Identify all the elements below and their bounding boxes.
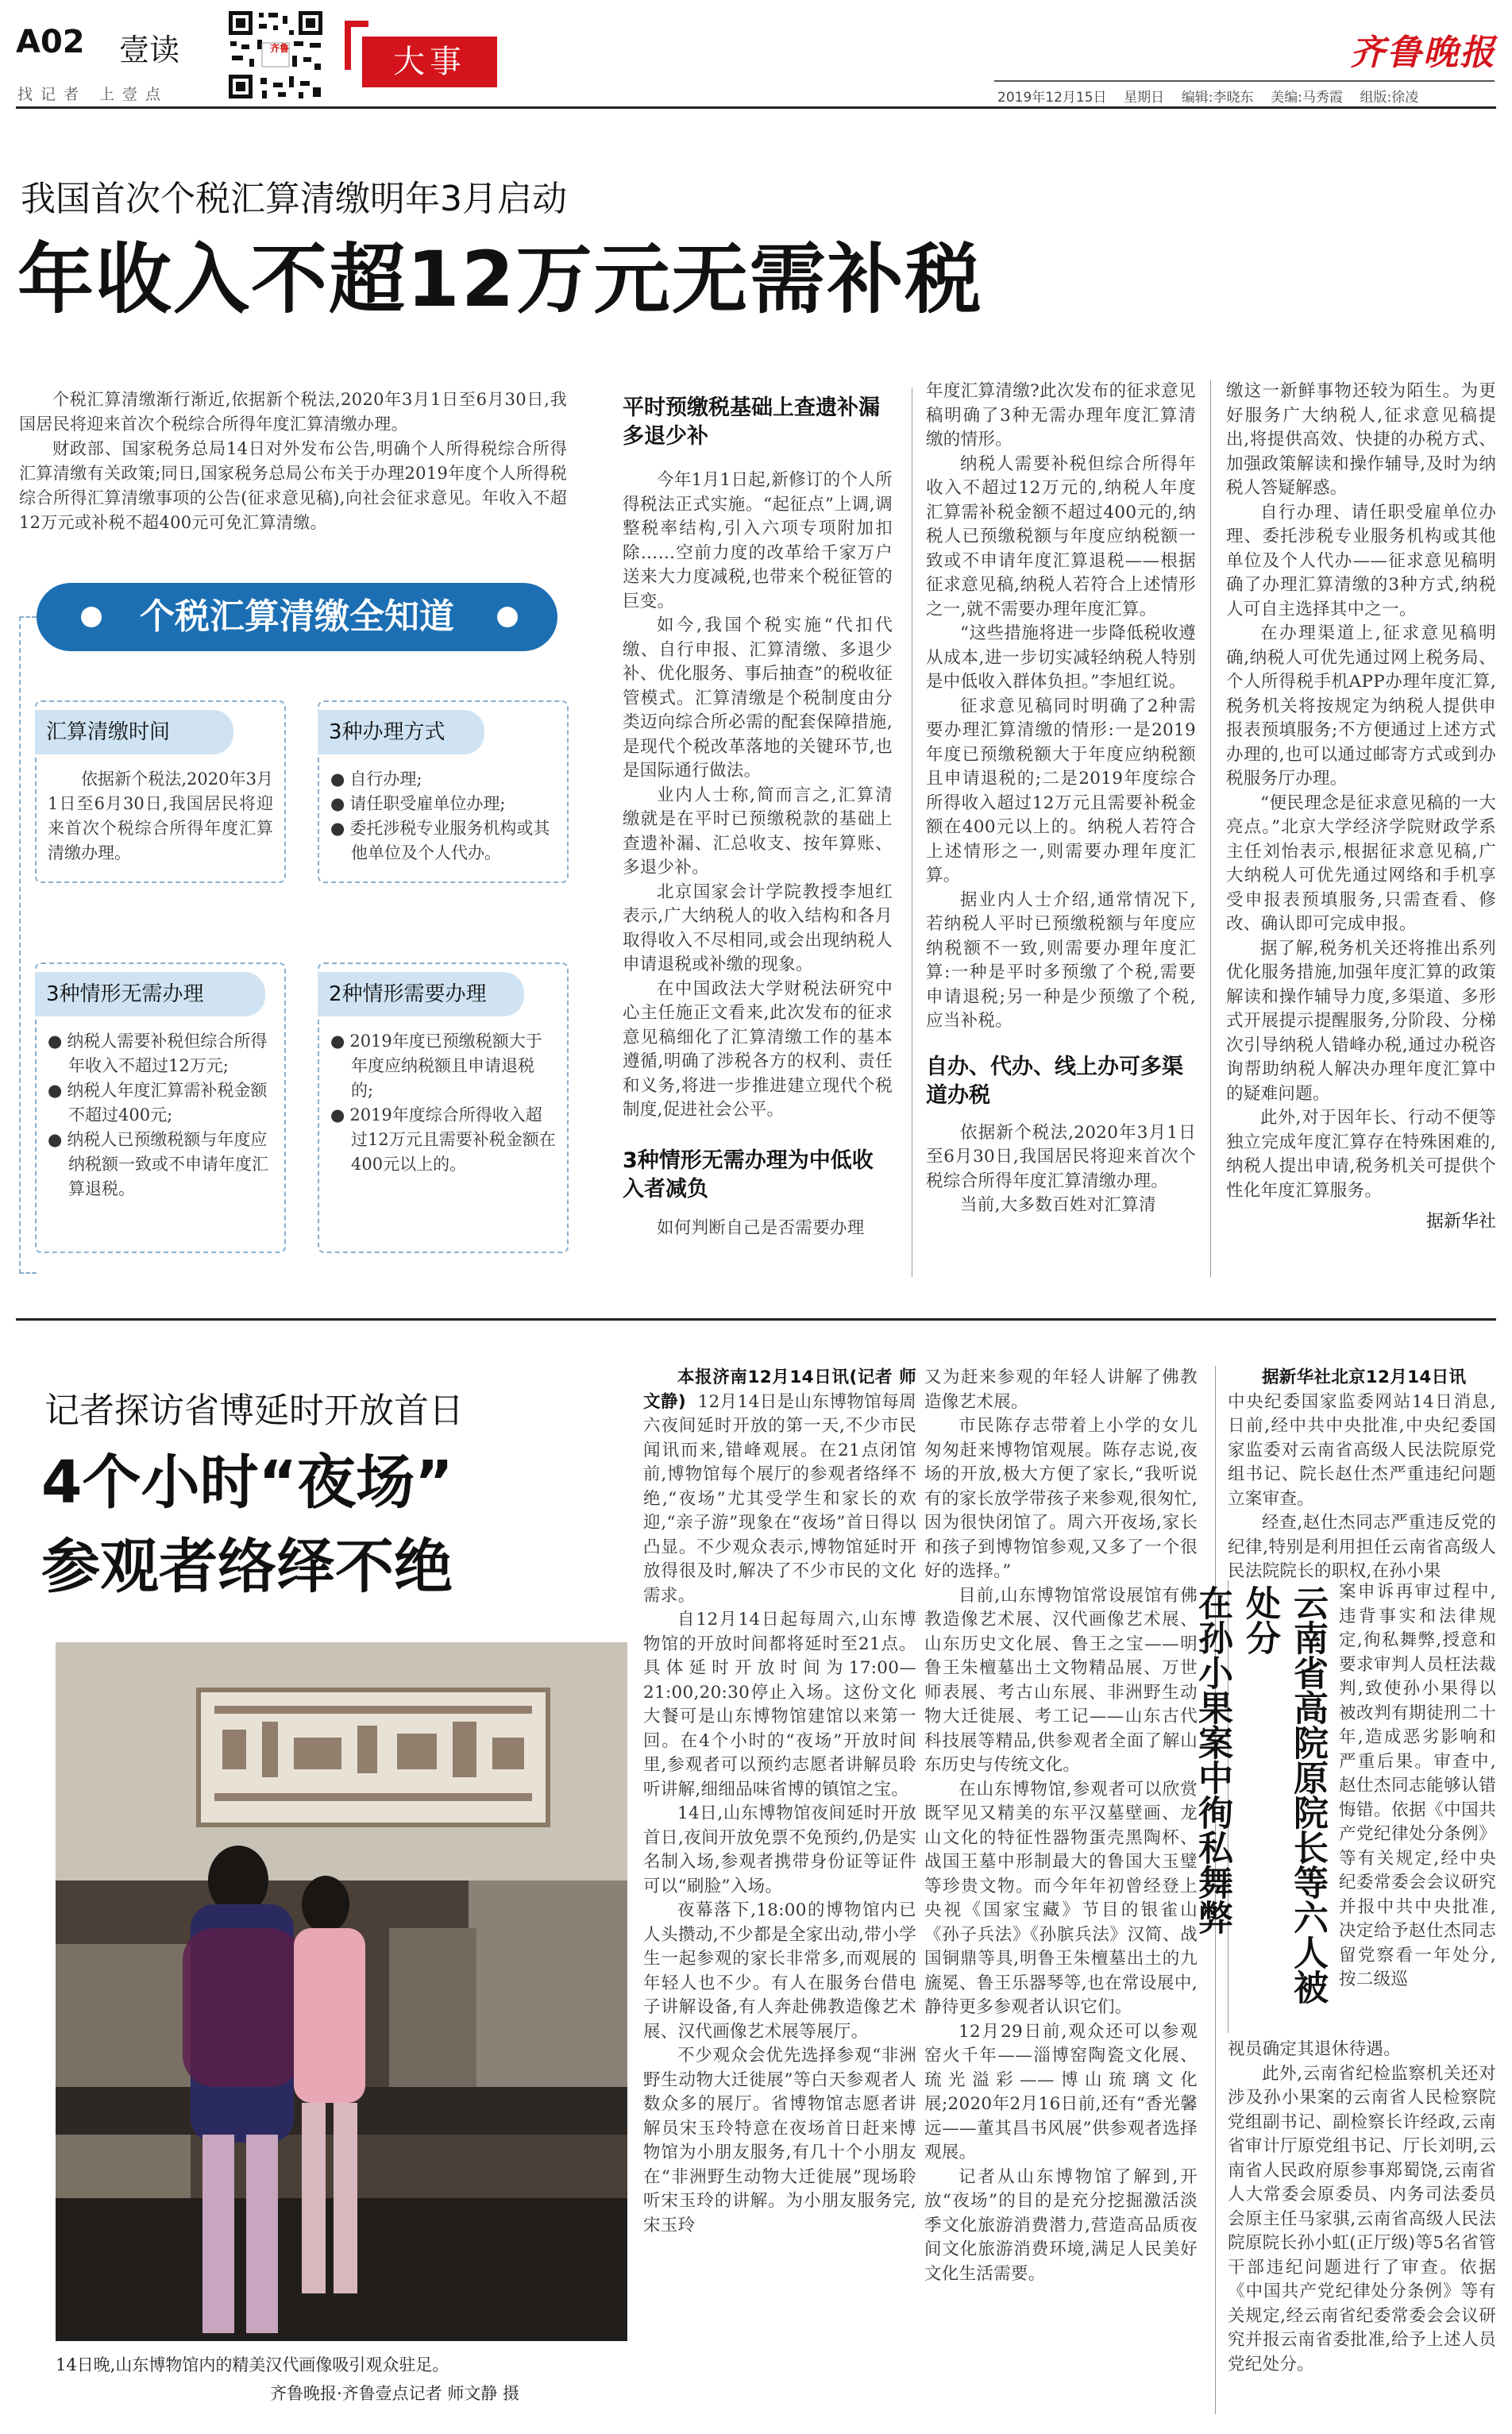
infobox-title: 个税汇算清缴全知道 xyxy=(140,596,454,637)
photo-credit: 齐鲁晚报·齐鲁壹点记者 师文静 摄 xyxy=(270,2384,520,2403)
paragraph: 在山东博物馆,参观者可以欣赏既罕见又精美的东平汉墓壁画、龙山文化的特征性器物蛋壳黑陶杯、战国王墓中形制最大的鲁国大玉璧等珍贵文物。而今年年初曾经登上央视《国家宝藏》节目的银雀山《孙子兵法》《孙膑兵法》汉简、战国铜鼎等具,明鲁王朱檀墓出土的九旒冕、鲁王乐器琴等,也在常设展中,静待更多参观者认识它们。 xyxy=(924,1779,1198,2017)
paragraph: 视员确定其退休待遇。 xyxy=(1228,2039,1402,2059)
section-divider xyxy=(16,1318,1496,1321)
info-list-item: ● 2019年度综合所得收入超过12万元且需要补税金额在400元以上的。 xyxy=(330,1103,556,1177)
info-list-item: ● 2019年度已预缴税额大于年度应纳税额且申请退税的; xyxy=(330,1029,556,1103)
header-rule xyxy=(994,80,1495,82)
paragraph: 据业内人士介绍,通常情况下,若纳税人平时已预缴税额与年度应纳税额不一致,则需要办理年度汇算:一种是平时多预缴了个税,需要申请退税;另一种是少预缴了个税,应当补税。 xyxy=(926,889,1196,1031)
paragraph: 自行办理、请任职受雇单位办理、委托涉税专业服务机构或其他单位及个人代办——征求意见稿明确了办理汇算清缴的3种方式,纳税人可自主选择其中之一。 xyxy=(1226,502,1496,619)
info-block-title: 2种情形需要办理 xyxy=(318,972,524,1016)
paragraph: 依据新个税法,2020年3月1日至6月30日,我国居民将迎来首次个税综合所得年度汇算清缴办理。 xyxy=(926,1122,1196,1191)
subheading: 平时预缴税基础上查遗补漏多退少补 xyxy=(623,395,880,449)
dateline: 本报济南12月14日讯(记者 师文静) xyxy=(643,1367,916,1412)
info-block-text: 依据新个税法,2020年3月1日至6月30日,我国居民将迎来首次个税综合所得年度汇算清缴办理。 xyxy=(48,770,273,862)
paragraph: 此外,云南省纪检监察机关还对涉及孙小果案的云南省人民检察院党组副书记、副检察长许经政,云南省审计厅原党组书记、厅长刘明,云南省人民政府原参事郑蜀饶,云南省人大常委会原委员、内务司法委员会原主任马家骐,云南省高级人民法院原院长孙小虹(正厅级)等5名省管干部违纪问题进行了审查。依据《中国共产党纪律处分条例》等有关规定,经云南省纪委常委会会议研究并报云南省委批准,给予上述人员党纪处分。 xyxy=(1228,2063,1496,2374)
photo-caption: 14日晚,山东博物馆内的精美汉代画像吸引观众驻足。 xyxy=(56,2355,449,2374)
story2-kicker: 记者探访省博延时开放首日 xyxy=(44,1391,464,1431)
header-divider xyxy=(16,106,1496,109)
paragraph: 目前,山东博物馆常设展馆有佛教造像艺术展、汉代画像艺术展、山东历史文化展、鲁王之宝——明鲁王朱檀墓出土文物精品展、万世师表展、考古山东展、非洲野生动物大迁徙展、考工记——山东古代科技展等精品,供参观者全面了解山东历史与传统文化。 xyxy=(924,1585,1198,1775)
story3-narrow-text: 案申诉再审过程中,违背事实和法律规定,徇私舞弊,授意和要求审判人员枉法裁判,致使孙小果得以被改判有期徒刑二十年,造成恶劣影响和严重后果。审查中,赵仕杰同志能够认错悔错。依据《中国共产党纪律处分条例》等有关规定,经中央纪委常委会会议研究并报中共中央批准,决定给予赵仕杰同志留党察看一年处分,按二级巡 xyxy=(1339,1582,1496,1989)
info-block-title: 汇算清缴时间 xyxy=(35,710,233,754)
paragraph: 业内人士称,简而言之,汇算清缴就是在平时已预缴税款的基础上查遗补漏、汇总收支、按年算账、多退少补。 xyxy=(623,785,893,878)
info-list-item: ● 自行办理; xyxy=(330,767,556,792)
column-rule xyxy=(1210,380,1211,1277)
paragraph: 北京国家会计学院教授李旭红表示,广大纳税人的收入结构和各月取得收入不尽相同,或会出现纳税人申请退税或补缴的现象。 xyxy=(623,881,893,974)
paragraph: 如今,我国个税实施“代扣代缴、自行申报、汇算清缴、多退少补、优化服务、事后抽查”的税收征管模式。汇算清缴是个税制度由分类迈向综合所必需的配套保障措施,是现代个税改革落地的关键环节,也是国际通行做法。 xyxy=(623,615,893,781)
paragraph: 缴这一新鲜事物还较为陌生。为更好服务广大纳税人,征求意见稿提出,将提供高效、快捷的办税方式、加强政策解读和操作辅导,及时为纳税人答疑解惑。 xyxy=(1226,381,1496,498)
museum-photo xyxy=(56,1642,627,2341)
story1-column-4 xyxy=(1226,380,1496,1277)
paragraph: 12月29日前,观众还可以参观窑火千年——淄博窑陶瓷文化展、琉光溢彩——博山琉璃文化展;2020年2月16日前,还有“香光馨远——董其昌书风展”供参观者选择观展。 xyxy=(924,2021,1198,2162)
slogan: 找记者 上壹点 xyxy=(17,86,169,103)
paragraph: 12月14日是山东博物馆每周六夜间延时开放的第一天,不少市民闻讯而来,错峰观展。在21点闭馆前,博物馆每个展厅的参观者络绎不绝,“夜场”尤其受学生和家长的欢迎,“亲子游”现象在“夜场”首日得以凸显。不少观众表示,博物馆延时开放得很及时,解决了不少市民的文化需求。 xyxy=(643,1391,916,1606)
dateline: 据新华社北京12月14日讯 xyxy=(1262,1367,1467,1387)
story1-headline: 年收入不超12万元无需补税 xyxy=(17,235,983,324)
story1-column-3 xyxy=(926,380,1196,1277)
issue-weekday: 星期日 xyxy=(1124,90,1165,106)
paragraph: 市民陈存志带着上小学的女儿匆匆赶来博物馆观展。陈存志说,夜场的开放,极大方便了家长,“我听说有的家长放学带孩子来参观,很匆忙,因为很快闭馆了。周六开夜场,家长和孩子到博物馆参观,又多了一个很好的选择。” xyxy=(924,1416,1198,1581)
paragraph: 中央纪委国家监委网站14日消息,日前,经中共中央批准,中央纪委国家监委对云南省高级人民法院原党组书记、院长赵仕杰严重违纪问题立案审查。 xyxy=(1228,1391,1496,1509)
paragraph: 如何判断自己是否需要办理 xyxy=(657,1217,865,1238)
paragraph: “便民理念是征求意见稿的一大亮点。”北京大学经济学院财政学系主任刘怡表示,根据征求意见稿,广大纳税人可优先通过网络和手机享受申报表预填服务,只需查看、修改、确认即可完成申报。 xyxy=(1226,793,1496,934)
info-block-title: 3种办理方式 xyxy=(318,710,484,754)
editor-credit: 编辑:李晓东 xyxy=(1181,90,1254,106)
tag-bracket xyxy=(345,21,351,70)
tag-bracket-top xyxy=(345,21,368,27)
header-meta xyxy=(997,86,1418,106)
infobox-frame xyxy=(19,616,37,1274)
infobox xyxy=(19,583,583,1274)
info-list-item: ● 纳税人需要补税但综合所得年收入不超过12万元; xyxy=(48,1029,273,1078)
paragraph: 14日,山东博物馆夜间延时开放首日,夜间开放免票不免预约,仍是实名制入场,参观者携带身份证等证件可以“刷脸”入场。 xyxy=(643,1803,916,1896)
column-tag: 大事 xyxy=(362,37,497,87)
layout-editor-credit: 组版:徐凌 xyxy=(1360,90,1419,106)
paragraph: 在办理渠道上,征求意见稿明确,纳税人可优先通过网上税务局、个人所得税手机APP办理年度汇算,税务机关将按规定为纳税人提供申报表预填服务;不方便通过上述方式办理的,也可以通过邮寄方式或到办税服务厅办理。 xyxy=(1226,623,1496,789)
paragraph: 自12月14日起每周六,山东博物馆的开放时间都将延时至21点。具体延时开放时间为17:00—21:00,20:30停止入场。这份文化大餐可是山东博物馆建馆以来第一回。在4个小时的“夜场”开放时间里,参观者可以预约志愿者讲解员聆听讲解,细细品味省博的镇馆之宝。 xyxy=(643,1610,916,1799)
section-name: 壹读 xyxy=(119,33,180,68)
paragraph: 据了解,税务机关还将推出系列优化服务措施,加强年度汇算的政策解读和操作辅导力度,多渠道、多形式开展提示提醒服务,分阶段、分梯次引导纳税人错峰办税,通过办税咨询帮助纳税人解决办理年度汇算中的疑难问题。 xyxy=(1226,938,1496,1104)
info-list-item: ● 纳税人已预缴税额与年度应纳税额一致或不申请年度汇算退税。 xyxy=(48,1128,273,1202)
story2-headline-line2: 参观者络绎不绝 xyxy=(41,1533,453,1601)
paragraph: 年度汇算清缴?此次发布的征求意见稿明确了3种无需办理年度汇算清缴的情形。 xyxy=(926,381,1196,449)
paragraph: 此外,对于因年长、行动不便等独立完成年度汇算存在特殊困难的,纳税人提出申请,税务机关可提供个性化年度汇算服务。 xyxy=(1226,1108,1496,1201)
paragraph: 夜幕落下,18:00的博物馆内已人头攒动,不少都是全家出动,带小学生一起参观的家长非常多,而观展的年轻人也不少。有人在服务台借电子讲解设备,有人奔赴佛教造像艺术展、汉代画像艺术展等展厅。 xyxy=(643,1900,916,2042)
paragraph: 又为赶来参观的年轻人讲解了佛教造像艺术展。 xyxy=(924,1367,1198,1412)
paragraph: 当前,大多数百姓对汇算清 xyxy=(960,1195,1156,1215)
story3-headline xyxy=(1192,1585,1331,2030)
story3-headline-line1: 云南省高院原院长等六人被处分 xyxy=(1240,1585,1328,2004)
info-block-title: 3种情形无需办理 xyxy=(35,972,265,1016)
story3 xyxy=(1192,1366,1496,2414)
paragraph: 记者从山东博物馆了解到,开放“夜场”的目的是充分挖掘激活淡季文化旅游消费潜力,营造高品质夜间文化旅游消费环境,满足人民美好文化生活需要。 xyxy=(924,2166,1198,2284)
subheading: 3种情形无需办理为中低收入者减负 xyxy=(623,1148,874,1202)
news-credit: 据新华社 xyxy=(1425,1212,1496,1232)
story3-headline-line2: 在孙小果案中徇私舞弊 xyxy=(1192,1585,1232,1934)
story2-column-1 xyxy=(643,1366,916,2414)
story1-lead xyxy=(19,388,567,535)
story2-headline-line1: 4个小时“夜场” xyxy=(41,1448,453,1517)
qr-code-icon[interactable] xyxy=(226,8,326,102)
paragraph: “这些措施将进一步降低税收遵从成本,进一步切实减轻纳税人特别是中低收入群体负担。”李旭红说。 xyxy=(926,623,1196,692)
lead-paragraph: 财政部、国家税务总局14日对外发布公告,明确个人所得税综合所得汇算清缴有关政策;同日,国家税务总局公布关于办理2019年度个人所得税综合所得汇算清缴事项的公告(征求意见稿),向社会征求意见。年收入不超12万元或补税不超400元可免汇算清缴。 xyxy=(19,439,567,532)
story1-column-2 xyxy=(623,388,893,1277)
lead-paragraph: 个税汇算清缴渐行渐近,依据新个税法,2020年3月1日至6月30日,我国居民将迎来首次个税综合所得年度汇算清缴办理。 xyxy=(19,390,567,434)
masthead-logo: 齐鲁晚报 xyxy=(1350,33,1496,73)
qr-caption: 齐鲁 xyxy=(270,43,290,54)
paragraph: 今年1月1日起,新修订的个人所得税法正式实施。“起征点”上调,调整税率结构,引入六项专项附加扣除……空前力度的改革给千家万户送来大力度减税,也带来个税征管的巨变。 xyxy=(623,470,893,611)
issue-date: 2019年12月15日 xyxy=(997,90,1107,106)
paragraph: 纳税人需要补税但综合所得年收入不超过12万元的,纳税人年度汇算需补税金额不超过400元的,纳税人已预缴税额与年度应纳税额一致或不申请年度汇算退税——根据征求意见稿,纳税人若符合上述情形之一,就不需要办理年度汇算。 xyxy=(926,453,1196,619)
subheading: 自办、代办、线上办可多渠道办税 xyxy=(926,1054,1183,1108)
paragraph: 征求意见稿同时明确了2种需要办理汇算清缴的情形:一是2019年度已预缴税额大于年度应纳税额且申请退税的;二是2019年度综合所得收入超过12万元且需要补税金额在400元以上的。纳税人若符合上述情形之一,则需要办理年度汇算。 xyxy=(926,696,1196,885)
info-list-item: ● 请任职受雇单位办理; xyxy=(330,792,556,816)
paragraph: 经查,赵仕杰同志严重违反党的纪律,特别是利用担任云南省高级人民法院院长的职权,在孙小果 xyxy=(1228,1513,1496,1579)
info-list-item: ● 委托涉税专业服务机构或其他单位及个人代办。 xyxy=(330,816,556,866)
story2-column-2 xyxy=(924,1366,1198,2414)
story1-kicker: 我国首次个税汇算清缴明年3月启动 xyxy=(21,179,567,219)
art-editor-credit: 美编:马秀霞 xyxy=(1271,90,1343,106)
paragraph: 在中国政法大学财税法研究中心主任施正文看来,此次发布的征求意见稿细化了汇算清缴工作的基本遵循,明确了涉税各方的权利、责任和义务,将进一步推进建立现代个税制度,促进社会公平。 xyxy=(623,978,893,1120)
page-number: A02 xyxy=(16,24,85,60)
info-list-item: ● 纳税人年度汇算需补税金额不超过400元; xyxy=(48,1078,273,1128)
paragraph: 不少观众会优先选择参观“非洲野生动物大迁徙展”等白天参观者人数众多的展厅。省博物馆志愿者讲解员宋玉玲特意在夜场首日赶来博物馆为小朋友服务,有几十个小朋友在“非洲野生动物大迁徙展”现场聆听宋玉玲的讲解。为小朋友服务完,宋玉玲 xyxy=(643,2046,916,2235)
